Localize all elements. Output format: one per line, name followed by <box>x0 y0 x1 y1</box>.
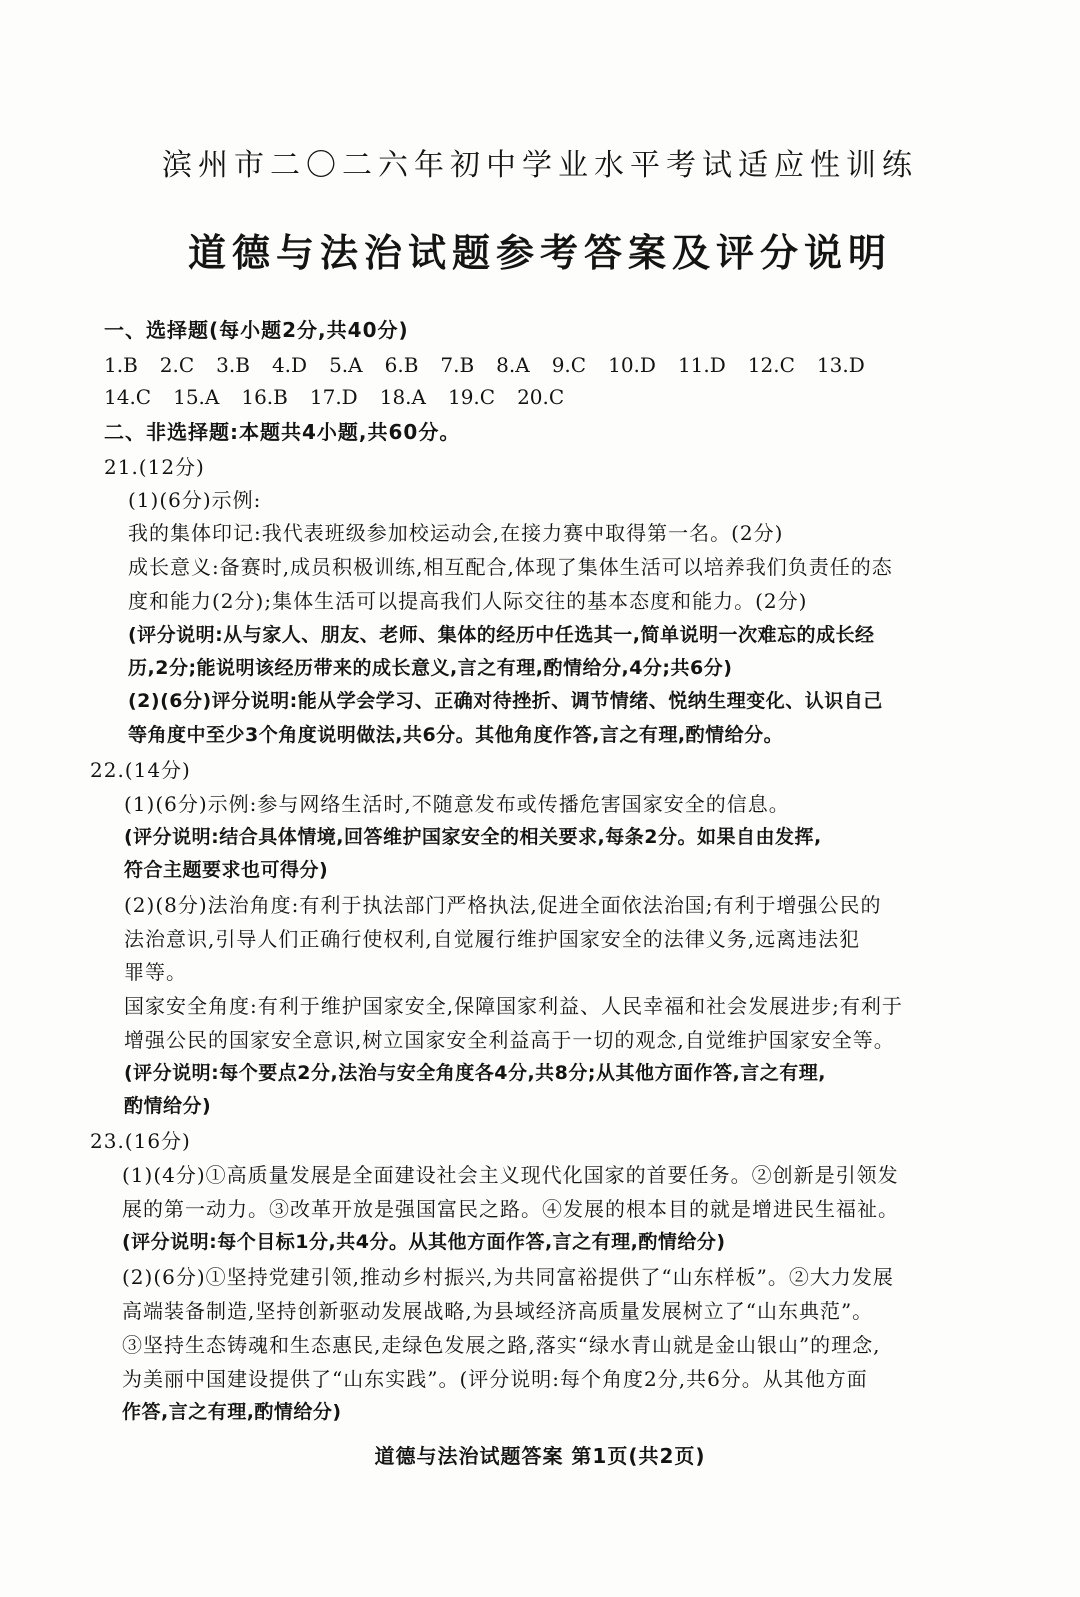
choice-answer: 17.D <box>309 385 358 409</box>
section1-heading: 一、选择题(每小题2分,共40分) <box>104 318 409 342</box>
q21-part1-note1: (评分说明:从与家人、朋友、老师、集体的经历中任选其一,简单说明一次难忘的成长经 <box>128 624 875 646</box>
q21-part2-line2: 等角度中至少3个角度说明做法,共6分。其他角度作答,言之有理,酌情给分。 <box>128 724 784 746</box>
q22-part1-note1: (评分说明:结合具体情境,回答维护国家安全的相关要求,每条2分。如果自由发挥, <box>124 826 822 848</box>
choice-answer: 18.A <box>379 385 426 409</box>
q23-part1-line2: 展的第一动力。③改革开放是强国富民之路。④发展的根本目的就是增进民生福祉。 <box>122 1197 899 1221</box>
q22-part2-note1: (评分说明:每个要点2分,法治与安全角度各4分,共8分;从其他方面作答,言之有理, <box>124 1062 826 1084</box>
q22-part2-line3: 罪等。 <box>124 960 187 984</box>
choice-answer: 7.B <box>440 353 475 377</box>
choice-answer: 11.D <box>677 353 726 377</box>
q22-part1-note2: 符合主题要求也可得分) <box>124 859 329 881</box>
q23-label: 23.(16分) <box>90 1129 191 1153</box>
q23-part2-line1: (2)(6分)①坚持党建引领,推动乡村振兴,为共同富裕提供了“山东样板”。②大力发展 <box>122 1265 894 1289</box>
section2-heading: 二、非选择题:本题共4小题,共60分。 <box>104 420 461 444</box>
q21-part2-line1: (2)(6分)评分说明:能从学会学习、正确对待挫折、调节情绪、悦纳生理变化、认识自己 <box>128 690 883 712</box>
choice-answer: 14.C <box>104 385 152 409</box>
choice-answer: 1.B <box>104 353 138 377</box>
q22-part1-line1: (1)(6分)示例:参与网络生活时,不随意发布或传播危害国家安全的信息。 <box>124 792 790 816</box>
q22-part2-note2: 酌情给分) <box>124 1095 212 1117</box>
q21-part1-note2: 历,2分;能说明该经历带来的成长意义,言之有理,酌情给分,4分;共6分) <box>128 657 733 679</box>
choice-answer: 6.B <box>384 353 419 377</box>
q21-part1-head: (1)(6分)示例: <box>128 488 262 512</box>
q21-label: 21.(12分) <box>104 455 205 479</box>
choice-answer: 4.D <box>271 353 308 377</box>
q21-part1-line1: 我的集体印记:我代表班级参加校运动会,在接力赛中取得第一名。(2分) <box>128 521 784 545</box>
exam-title: 滨州市二〇二六年初中学业水平考试适应性训练 <box>162 148 918 183</box>
q23-part2-line3: ③坚持生态铸魂和生态惠民,走绿色发展之路,落实“绿水青山就是金山银山”的理念, <box>122 1333 881 1357</box>
choice-answers-row1 <box>104 353 887 377</box>
choice-answer: 10.D <box>608 353 656 377</box>
q23-part2-line4: 为美丽中国建设提供了“山东实践”。(评分说明:每个角度2分,共6分。从其他方面 <box>122 1367 868 1391</box>
choice-answers-row2 <box>104 385 586 409</box>
choice-answer: 3.B <box>216 353 250 377</box>
choice-answer: 16.B <box>241 385 288 409</box>
q23-part2-line5: 作答,言之有理,酌情给分) <box>122 1401 342 1423</box>
choice-answer: 12.C <box>747 353 795 377</box>
q23-part1-line1: (1)(4分)①高质量发展是全面建设社会主义现代化国家的首要任务。②创新是引领发 <box>122 1163 899 1187</box>
choice-answer: 2.C <box>159 353 195 377</box>
choice-answer: 13.D <box>816 353 865 377</box>
choice-answer: 15.A <box>173 385 220 409</box>
q21-part1-line3: 度和能力(2分);集体生活可以提高我们人际交往的基本态度和能力。(2分) <box>128 589 808 613</box>
page-footer: 道德与法治试题答案 第1页(共2页) <box>374 1444 706 1468</box>
q22-part2-line2: 法治意识,引导人们正确行使权利,自觉履行维护国家安全的法律义务,远离违法犯 <box>124 927 861 951</box>
choice-answer: 9.C <box>551 353 587 377</box>
choice-answer: 19.C <box>447 385 496 409</box>
choice-answer: 20.C <box>517 385 565 409</box>
q23-part2-line2: 高端装备制造,坚持创新驱动发展战略,为县域经济高质量发展树立了“山东典范”。 <box>122 1299 874 1323</box>
q22-part2-line5: 增强公民的国家安全意识,树立国家安全利益高于一切的观念,自觉维护国家安全等。 <box>124 1028 895 1052</box>
q22-part2-line1: (2)(8分)法治角度:有利于执法部门严格执法,促进全面依法治国;有利于增强公民的 <box>124 893 882 917</box>
q22-label: 22.(14分) <box>90 758 191 782</box>
q21-part1-line2: 成长意义:备赛时,成员积极训练,相互配合,体现了集体生活可以培养我们负责任的态 <box>128 555 893 579</box>
document-title: 道德与法治试题参考答案及评分说明 <box>187 231 892 275</box>
choice-answer: 8.A <box>496 353 530 377</box>
q23-part1-note1: (评分说明:每个目标1分,共4分。从其他方面作答,言之有理,酌情给分) <box>122 1231 726 1253</box>
choice-answer: 5.A <box>329 353 363 377</box>
q22-part2-line4: 国家安全角度:有利于维护国家安全,保障国家利益、人民幸福和社会发展进步;有利于 <box>124 994 903 1018</box>
